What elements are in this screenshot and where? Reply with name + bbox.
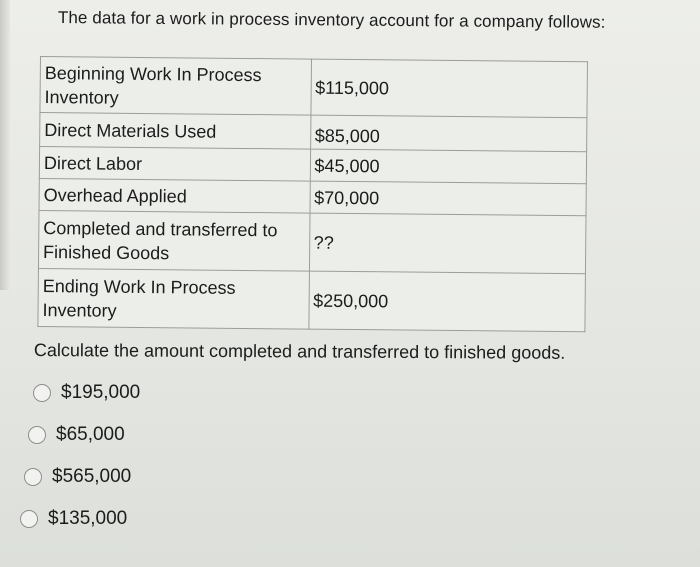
answer-option[interactable] (28, 424, 125, 446)
option-label: $565,000 (52, 466, 132, 487)
radio-button[interactable] (28, 426, 46, 444)
option-label: $65,000 (56, 424, 125, 445)
row-value: $85,000 (310, 115, 587, 152)
question-text: Calculate the amount completed and transferred to finished goods. (33, 340, 566, 363)
radio-button[interactable] (33, 384, 51, 402)
answer-option[interactable] (33, 382, 140, 404)
answer-option[interactable] (20, 508, 127, 530)
table-row (38, 210, 586, 273)
radio-button[interactable] (20, 510, 38, 528)
row-value: ?? (309, 213, 586, 274)
row-value: $250,000 (308, 271, 585, 332)
table-row (40, 113, 587, 152)
row-label: Direct Labor (39, 147, 310, 182)
radio-button[interactable] (24, 468, 42, 486)
table-row (39, 147, 586, 184)
row-label: Completed and transferred to Finished Goods (38, 210, 309, 271)
intro-text: The data for a work in process inventory account for a company follows: (57, 8, 606, 32)
row-label: Overhead Applied (39, 178, 310, 213)
table-row (39, 178, 586, 215)
option-label: $195,000 (61, 382, 141, 403)
table-row (38, 268, 586, 331)
row-value: $45,000 (310, 149, 587, 184)
inventory-table (37, 56, 588, 332)
row-value: $70,000 (310, 181, 587, 216)
page-edge (0, 0, 10, 290)
answer-option[interactable] (24, 466, 131, 488)
row-label: Ending Work In Process Inventory (38, 268, 309, 329)
row-label: Beginning Work In Process Inventory (40, 57, 311, 116)
row-label: Direct Materials Used (40, 113, 311, 150)
option-label: $135,000 (48, 508, 128, 529)
table-row (40, 57, 588, 118)
row-value: $115,000 (310, 59, 587, 118)
